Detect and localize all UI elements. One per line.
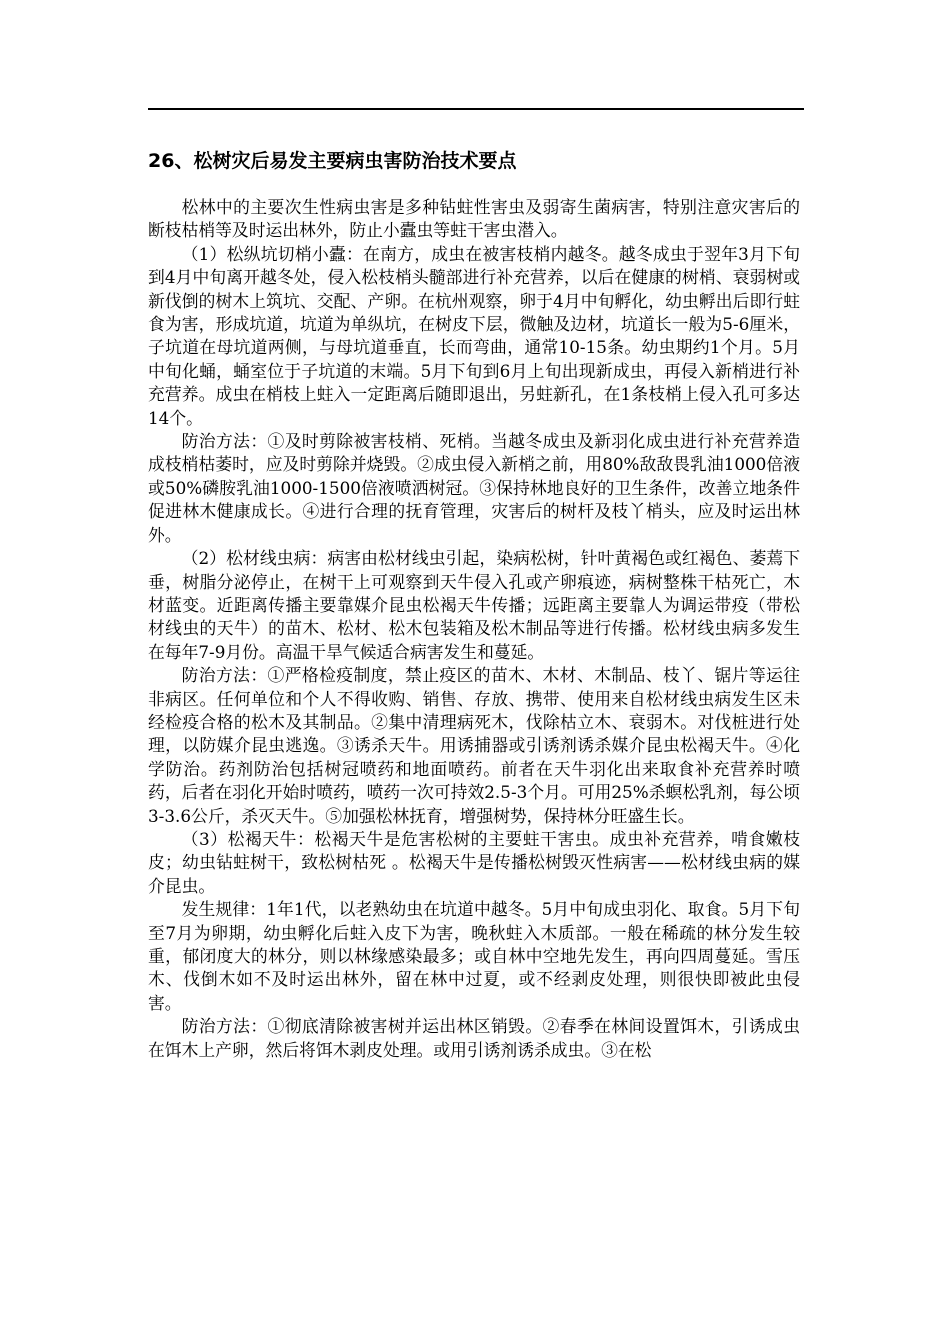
paragraph-sawyer-occurrence: 发生规律：1年1代，以老熟幼虫在坑道中越冬。5月中旬成虫羽化、取食。5月下旬至7月为卵期，幼虫孵化后蛀入皮下为害，晚秋蛀入木质部。一般在稀疏的林分发生较重，郁闭度大的林分，则以林缘感染最多；或自林中空地先发生，再向四周蔓延。雪压木、伐倒木如不及时运出林外，留在林中过夏，或不经剥皮处理，则很快即被此虫侵害。 <box>148 899 800 1013</box>
paragraph-nematode-control: 防治方法：①严格检疫制度，禁止疫区的苗木、木材、木制品、枝丫、锯片等运往非病区。任何单位和个人不得收购、销售、存放、携带、使用来自松材线虫病发生区未经检疫合格的松木及其制品。②集中清理病死木，伐除枯立木、衰弱木。对伐桩进行处理，以防媒介昆虫逃逸。③诱杀天牛。用诱捕器或引诱剂诱杀媒介昆虫松褐天牛。④化学防治。药剂防治包括树冠喷药和地面喷药。前者在天牛羽化出来取食补充营养时喷药，后者在羽化开始时喷药，喷药一次可持效2.5-3个月。可用25%杀螟松乳剂，每公顷3-3.6公斤，杀灭天牛。⑤加强松林抚育，增强树势，保持林分旺盛生长。 <box>148 665 800 826</box>
paragraph-intro: 松林中的主要次生性病虫害是多种钻蛀性害虫及弱寄生菌病害，特别注意灾害后的断枝枯梢等及时运出林外，防止小蠹虫等蛀干害虫潜入。 <box>148 197 800 241</box>
paragraph-beetle-control: 防治方法：①及时剪除被害枝梢、死梢。当越冬成虫及新羽化成虫进行补充营养造成枝梢枯萎时，应及时剪除并烧毁。②成虫侵入新梢之前，用80%敌敌畏乳油1000倍液或50%磷胺乳油1000-1500倍液喷洒树冠。③保持林地良好的卫生条件，改善立地条件促进林木健康成长。④进行合理的抚育管理，灾害后的树杆及枝丫梢头，应及时运出林外。 <box>148 431 800 545</box>
header-rule <box>148 108 804 110</box>
paragraph-pine-wilt-nematode: （2）松材线虫病：病害由松材线虫引起，染病松树，针叶黄褐色或红褐色、萎蔫下垂，树脂分泌停止，在树干上可观察到天牛侵入孔或产卵痕迹，病树整株干枯死亡，木材蓝变。近距离传播主要靠媒介昆虫松褐天牛传播；远距离主要靠人为调运带疫（带松材线虫的天牛）的苗木、松材、松木包装箱及松木制品等进行传播。松材线虫病多发生在每年7-9月份。高温干旱气候适合病害发生和蔓延。 <box>148 548 800 662</box>
page-title: 26、松树灾后易发主要病虫害防治技术要点 <box>148 150 517 172</box>
paragraph-pine-sawyer: （3）松褐天牛：松褐天牛是危害松树的主要蛀干害虫。成虫补充营养，啃食嫩枝皮；幼虫钻蛀树干，致松树枯死 。松褐天牛是传播松树毁灭性病害——松材线虫病的媒介昆虫。 <box>148 828 800 896</box>
paragraph-sawyer-control: 防治方法：①彻底清除被害树并运出林区销毁。②春季在林间设置饵木，引诱成虫在饵木上产卵，然后将饵木剥皮处理。或用引诱剂诱杀成虫。③在松 <box>148 1016 800 1060</box>
document-body <box>148 196 800 1062</box>
paragraph-pine-shoot-beetle: （1）松纵坑切梢小蠹：在南方，成虫在被害枝梢内越冬。越冬成虫于翌年3月下旬到4月中旬离开越冬处，侵入松枝梢头髓部进行补充营养，以后在健康的树梢、衰弱树或新伐倒的树木上筑坑、交配、产卵。在杭州观察，卵于4月中旬孵化，幼虫孵出后即行蛀食为害，形成坑道，坑道为单纵坑，在树皮下层，微触及边材，坑道长一般为5-6厘米，子坑道在母坑道两侧，与母坑道垂直，长而弯曲，通常10-15条。幼虫期约1个月。5月中旬化蛹，蛹室位于子坑道的末端。5月下旬到6月上旬出现新成虫，再侵入新梢进行补充营养。成虫在梢枝上蛀入一定距离后随即退出，另蛀新孔，在1条枝梢上侵入孔可多达14个。 <box>148 243 800 428</box>
